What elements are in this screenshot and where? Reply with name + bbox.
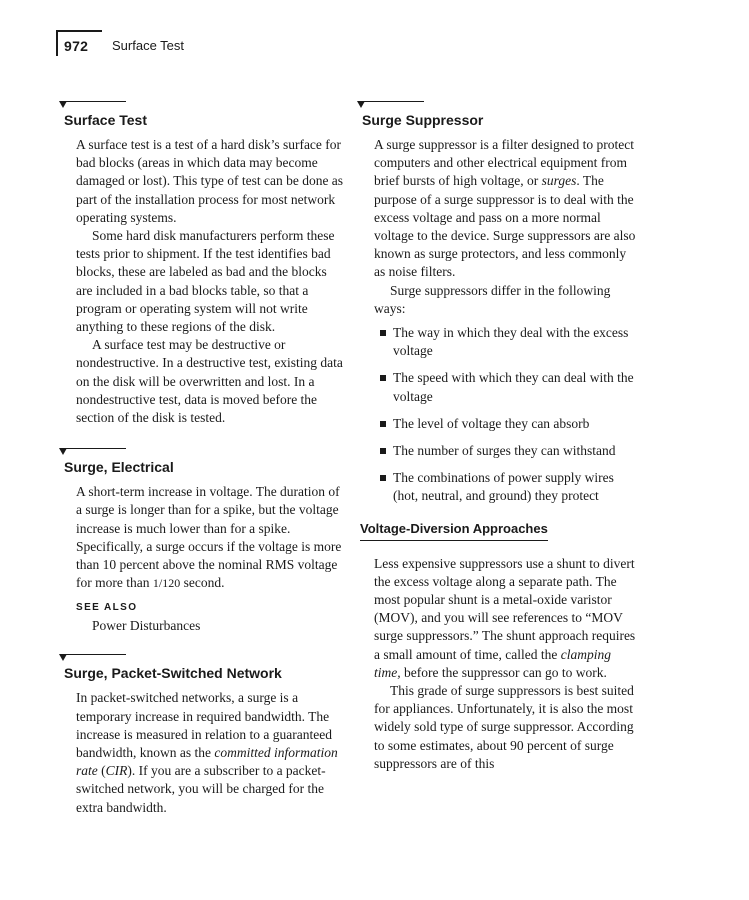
bullet-square-icon bbox=[380, 330, 386, 336]
text-run: A short-term increase in voltage. The duration of a surge is longer than for a spike, but the voltage increase is much lower than for a spike. Specifically, a surge occurs if the voltage is more than 10 percent above the nominal RMS voltage for more than bbox=[76, 484, 342, 591]
entry-title-surge-packet-switched: Surge, Packet-Switched Network bbox=[64, 665, 282, 682]
entry-marker bbox=[62, 100, 344, 110]
text-run: . The purpose of a surge suppressor is to deal with the excess voltage and pass on a more normal voltage to the device. Surge suppressors are also known as surge protectors, and less commonly as noise filters. bbox=[374, 173, 636, 280]
list-item-text: The combinations of power supply wires (hot, neutral, and ground) they protect bbox=[393, 470, 614, 504]
list-item-text: The number of surges they can withstand bbox=[393, 443, 616, 459]
italic-term: committed information rate bbox=[76, 745, 338, 779]
list-item bbox=[360, 469, 640, 505]
triangle-marker-icon bbox=[59, 101, 67, 108]
paragraph: A surface test may be destructive or nondestructive. In a destructive test, existing data on the disk will be overwritten and lost. In a nondestructive test, data is moved before the section of the disk is tested. bbox=[76, 337, 343, 426]
header-horizontal-rule bbox=[56, 30, 102, 32]
bullet-square-icon bbox=[380, 421, 386, 427]
running-title: Surface Test bbox=[112, 38, 185, 53]
text-run: ). If you are a subscriber to a packet-switched network, you will be charged for the extra bandwidth. bbox=[76, 763, 326, 815]
list-item-text: The speed with which they can deal with the voltage bbox=[393, 370, 634, 404]
entry-marker bbox=[360, 100, 640, 110]
list-item bbox=[360, 442, 640, 460]
see-also-heading: SEE ALSO bbox=[76, 602, 138, 614]
left-column bbox=[62, 100, 344, 817]
right-column bbox=[360, 100, 640, 773]
italic-term: clamping time, bbox=[374, 646, 611, 680]
bullet-square-icon bbox=[380, 448, 386, 454]
paragraph: Some hard disk manufacturers perform these tests prior to shipment. If the test identifies bad blocks, these are labeled as bad and the blocks are included in a bad blocks table, so that a program or operating system will not write anything to these regions of the disk. bbox=[76, 228, 335, 335]
list-item bbox=[360, 324, 640, 360]
text-run: second. bbox=[180, 575, 225, 591]
entry-title-surge-suppressor: Surge Suppressor bbox=[362, 112, 484, 128]
running-header bbox=[56, 28, 256, 58]
text-run: before the suppressor can go to work. bbox=[400, 664, 607, 680]
list-item-text: The level of voltage they can absorb bbox=[393, 415, 590, 431]
italic-abbreviation: CIR bbox=[105, 763, 128, 779]
triangle-marker-icon bbox=[357, 101, 365, 108]
paragraph: This grade of surge suppressors is best suited for appliances. Unfortunately, it is also the most widely sold type of surge suppressor. According to some estimates, about 90 percent of surge suppressors are of this bbox=[374, 683, 634, 771]
text-run: ( bbox=[97, 763, 106, 779]
list-item bbox=[360, 415, 640, 433]
fraction: 1/120 bbox=[152, 576, 181, 591]
italic-term: surges bbox=[541, 173, 577, 189]
bullet-list bbox=[360, 324, 640, 506]
paragraph bbox=[374, 136, 640, 282]
entry-title-surge-electrical: Surge, Electrical bbox=[64, 459, 174, 476]
subheading-voltage-diversion: Voltage-Diversion Approaches bbox=[360, 521, 548, 541]
paragraph bbox=[374, 555, 640, 682]
entry-rule bbox=[64, 448, 126, 449]
list-item-text: The way in which they deal with the excess voltage bbox=[393, 325, 629, 359]
bullet-square-icon bbox=[380, 375, 386, 381]
entry-body-surge-packet-switched bbox=[76, 689, 344, 816]
see-also-item: Power Disturbances bbox=[92, 618, 201, 634]
triangle-marker-icon bbox=[59, 448, 67, 455]
entry-rule bbox=[64, 654, 126, 655]
entry-body-surge-suppressor bbox=[374, 136, 640, 318]
paragraph bbox=[76, 483, 344, 592]
text-run: In packet-switched networks, a surge is a temporary increase in required bandwidth. The increase is measured in relation to a guaranteed bandwidth, known as the bbox=[76, 690, 333, 761]
list-item bbox=[360, 369, 640, 405]
text-run: Less expensive suppressors use a shunt to divert the excess voltage along a separate path. The most popular shunt is a metal-oxide varistor (MOV), and you will see references to “MOV surge suppressors.” The shunt approach requires a small amount of time, called the bbox=[374, 555, 636, 662]
paragraph: Surge suppressors differ in the following ways: bbox=[374, 282, 611, 316]
entry-rule bbox=[64, 101, 126, 102]
section-body-voltage-diversion bbox=[374, 555, 640, 773]
page-number: 972 bbox=[64, 38, 89, 54]
bullet-square-icon bbox=[380, 475, 386, 481]
header-vertical-rule bbox=[56, 30, 58, 56]
paragraph: A surface test is a test of a hard disk’s surface for bad blocks (areas in which data may become damaged or lost). This type of test can be done as part of the installation process for most network operating systems. bbox=[76, 137, 344, 225]
entry-marker bbox=[62, 653, 344, 663]
entry-title-surface-test: Surface Test bbox=[64, 112, 147, 128]
triangle-marker-icon bbox=[59, 654, 67, 661]
paragraph bbox=[76, 689, 344, 816]
entry-body-surface-test bbox=[76, 136, 344, 427]
entry-rule bbox=[362, 101, 424, 102]
entry-marker bbox=[62, 447, 344, 457]
text-run: A surge suppressor is a filter designed to protect computers and other electrical equipment from brief bursts of high voltage, or bbox=[374, 137, 634, 189]
entry-body-surge-electrical bbox=[76, 483, 344, 592]
